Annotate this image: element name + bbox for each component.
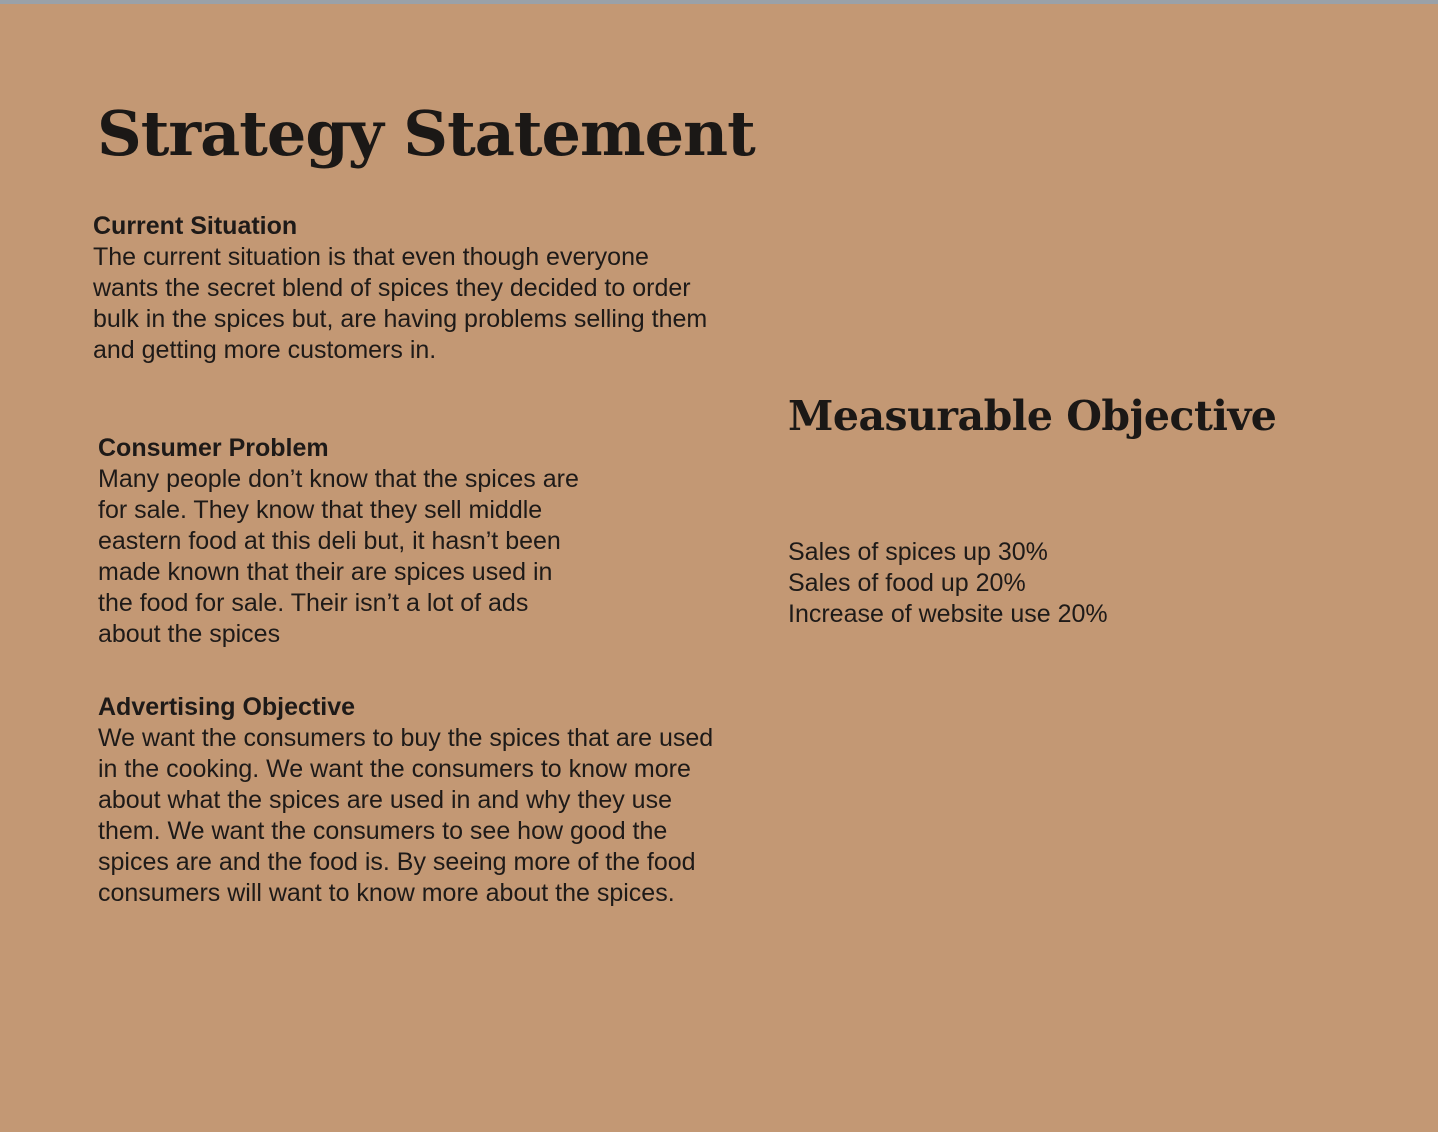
measurable-objective-item: Sales of food up 20% — [788, 569, 1026, 597]
current-situation-body: The current situation is that even though everyone wants the secret blend of spices they decided to order bulk in the spices but, are having problems selling them and getting more customers in. — [93, 243, 708, 364]
consumer-problem-body: Many people don’t know that the spices are for sale. They know that they sell middle eastern food at this deli but, it hasn’t been made known that their are spices used in the food for sale. Their isn’t a lot of ads about the spices — [98, 465, 579, 648]
measurable-objective-list — [788, 537, 1108, 630]
page-title: Strategy Statement — [97, 97, 755, 170]
measurable-objective-item: Increase of website use 20% — [788, 600, 1108, 628]
measurable-objective-heading: Measurable Objective — [788, 392, 1277, 440]
consumer-problem-section — [98, 433, 698, 650]
window-top-border — [0, 0, 1438, 4]
current-situation-heading: Current Situation — [93, 212, 298, 240]
advertising-objective-body: We want the consumers to buy the spices that are used in the cooking. We want the consumers to know more about what the spices are used in and why they use them. We want the consumers to see how good the spices are and the food is. By seeing more of the food consumers will want to know more about the spices. — [98, 724, 714, 907]
advertising-objective-section — [98, 692, 778, 909]
current-situation-section — [93, 211, 773, 366]
measurable-objective-item: Sales of spices up 30% — [788, 538, 1048, 566]
advertising-objective-heading: Advertising Objective — [98, 693, 356, 721]
consumer-problem-heading: Consumer Problem — [98, 434, 329, 462]
